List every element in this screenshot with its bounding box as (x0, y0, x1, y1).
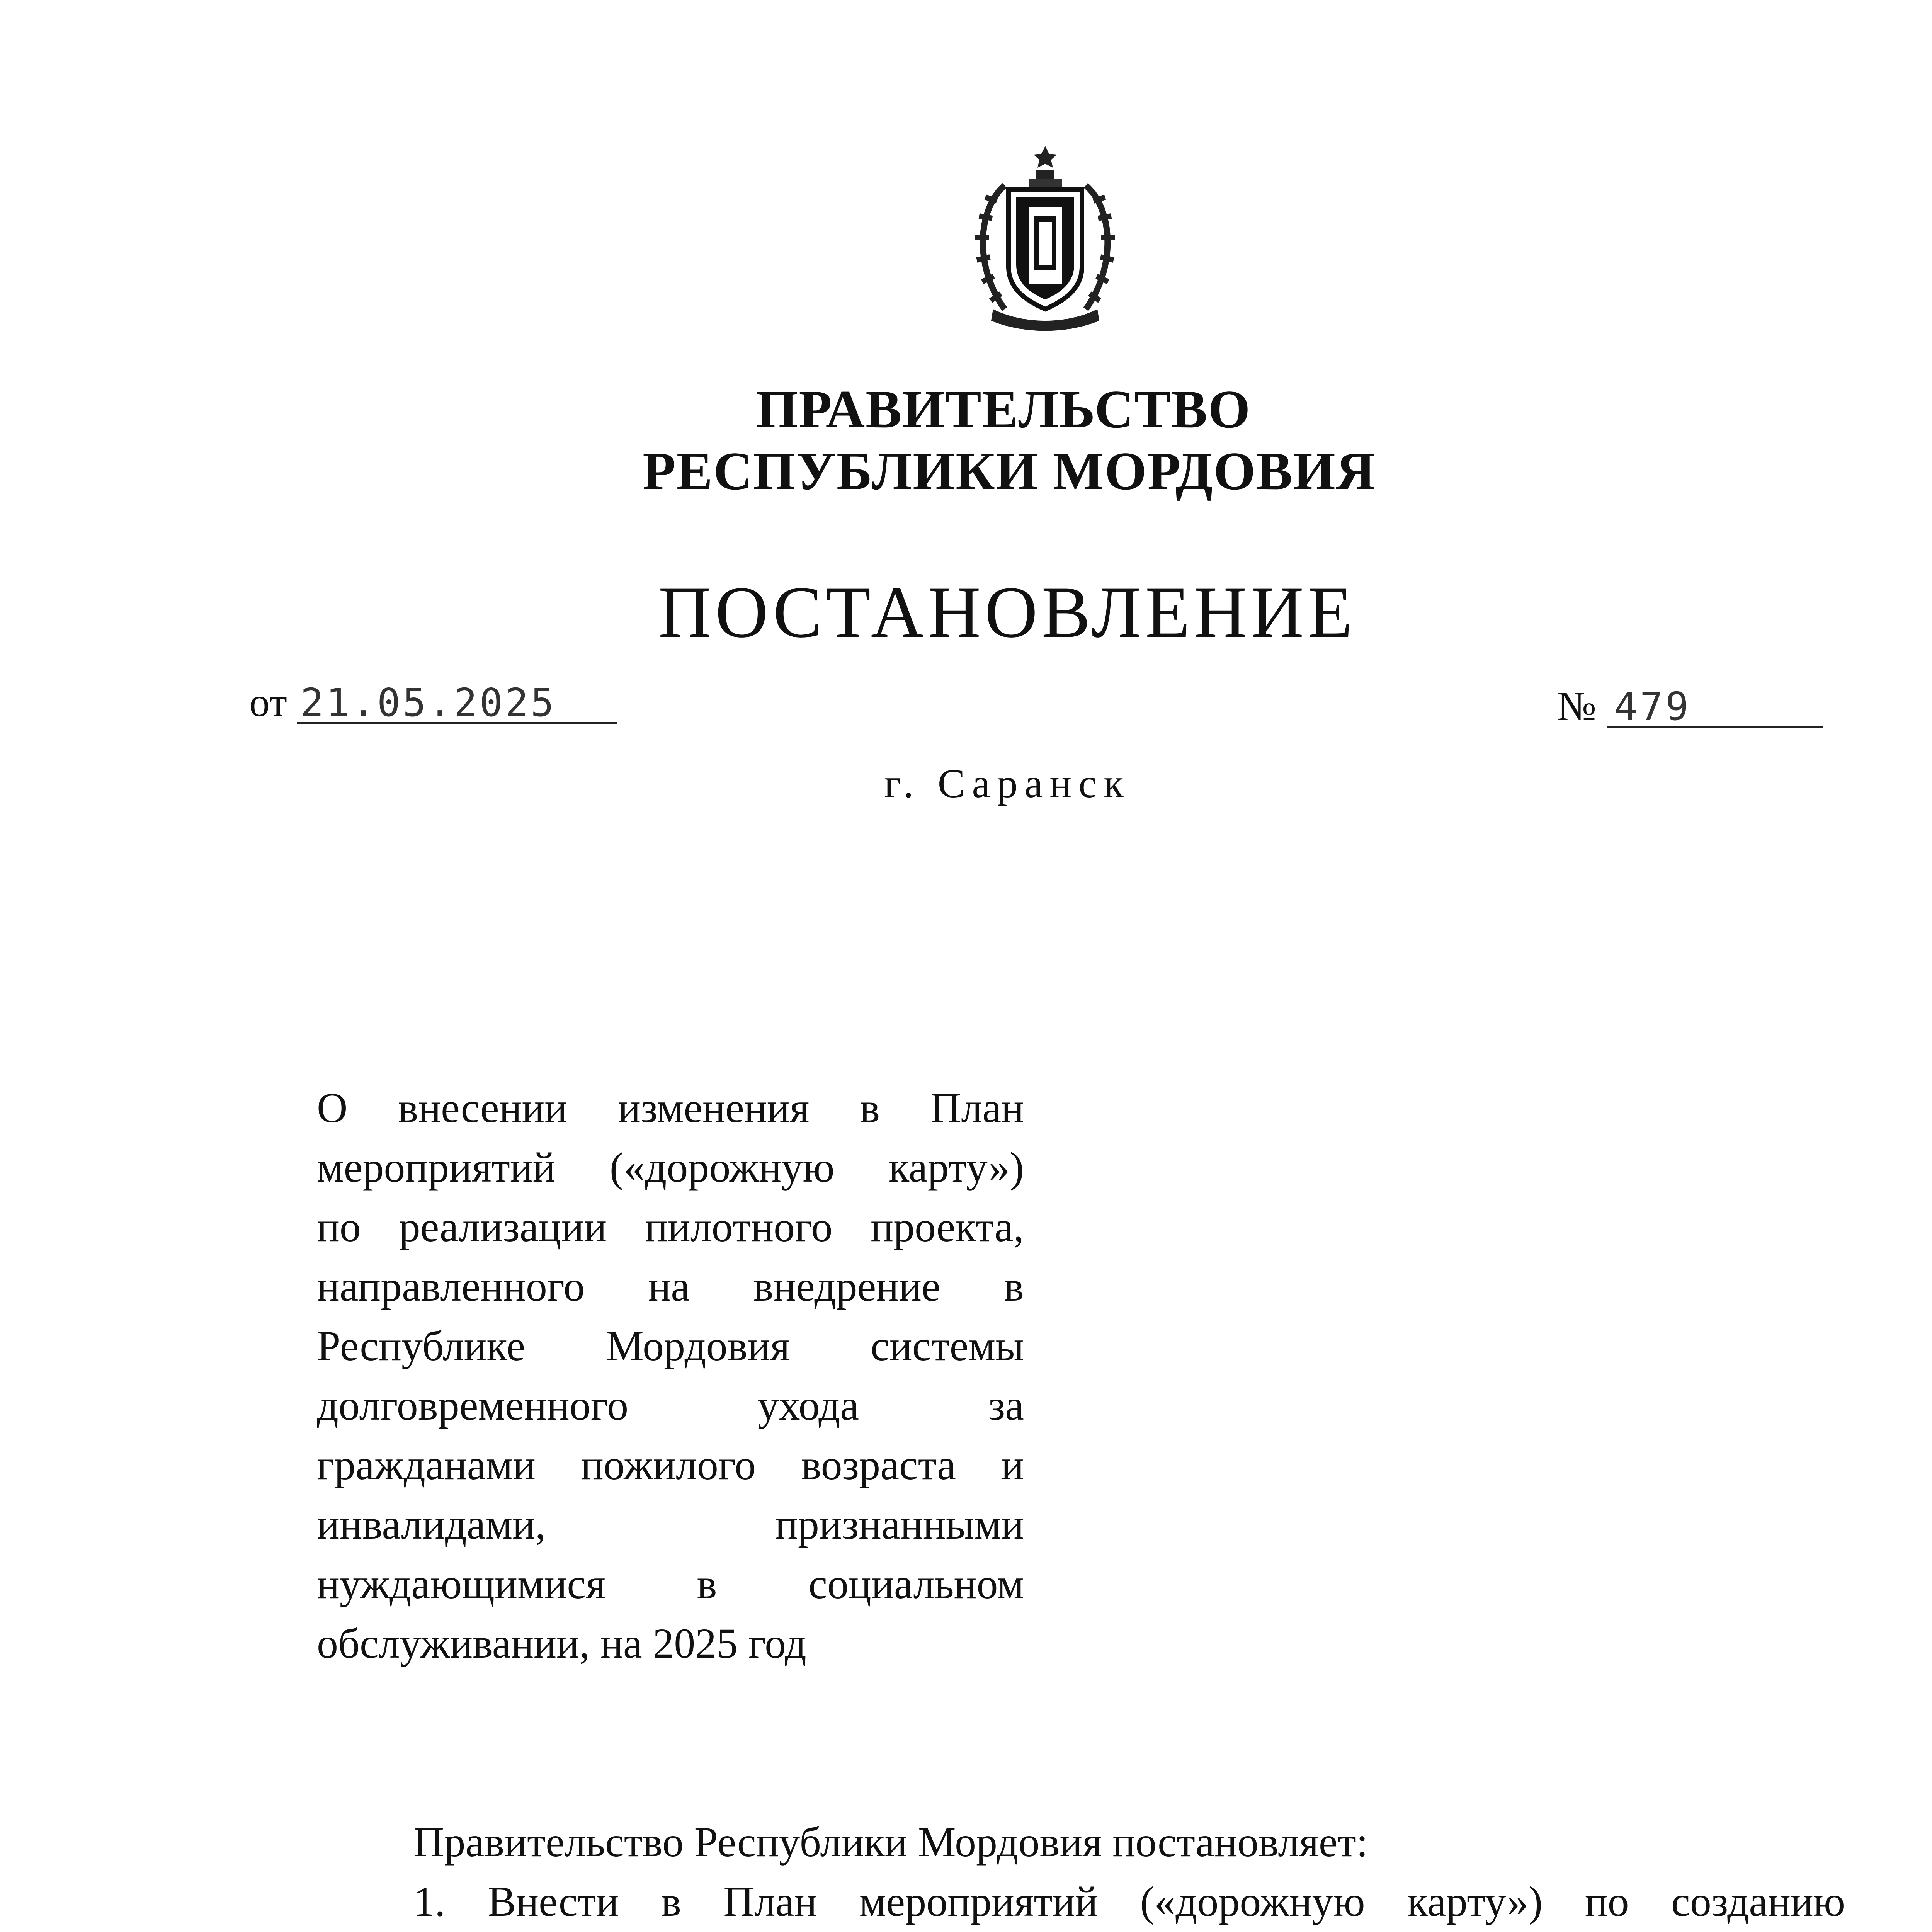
title-line: мероприятий («дорожную карту») (317, 1144, 1024, 1191)
government-name-line-2: РЕСПУБЛИКИ МОРДОВИЯ (643, 441, 1376, 501)
title-line: по реализации пилотного проекта, (317, 1203, 1024, 1250)
title-line: Республике Мордовия системы (317, 1322, 1024, 1369)
date-prefix: от (249, 680, 287, 725)
document-type-heading: ПОСТАНОВЛЕНИЕ (658, 572, 1357, 653)
title-line: направленного на внедрение в (317, 1263, 1024, 1310)
title-line: гражданами пожилого возраста и (317, 1441, 1024, 1488)
document-body (321, 1812, 1845, 1932)
document-number-value: 479 (1607, 687, 1823, 728)
date-value: 21.05.2025 (297, 684, 617, 724)
title-line: обслуживании, на 2025 год (317, 1620, 806, 1667)
title-line: нуждающимися в социальном (317, 1560, 1024, 1607)
document-number-field (1557, 686, 1823, 728)
number-sign: № (1557, 684, 1597, 729)
title-line: долговременного ухода за (317, 1382, 1024, 1429)
coat-of-arms-emblem (947, 139, 1144, 340)
body-line: Правительство Республики Мордовия постановляет: (413, 1818, 1368, 1866)
document-title (317, 1078, 1024, 1673)
date-field (249, 682, 617, 724)
government-name-line-1: ПРАВИТЕЛЬСТВО (756, 379, 1251, 439)
title-line: инвалидами, признанными (317, 1501, 1024, 1548)
title-line: О внесении изменения в План (317, 1084, 1024, 1131)
body-line: 1. Внести в План мероприятий («дорожную карту») по созданию (413, 1878, 1845, 1925)
city-name: г. Саранск (884, 761, 1131, 806)
